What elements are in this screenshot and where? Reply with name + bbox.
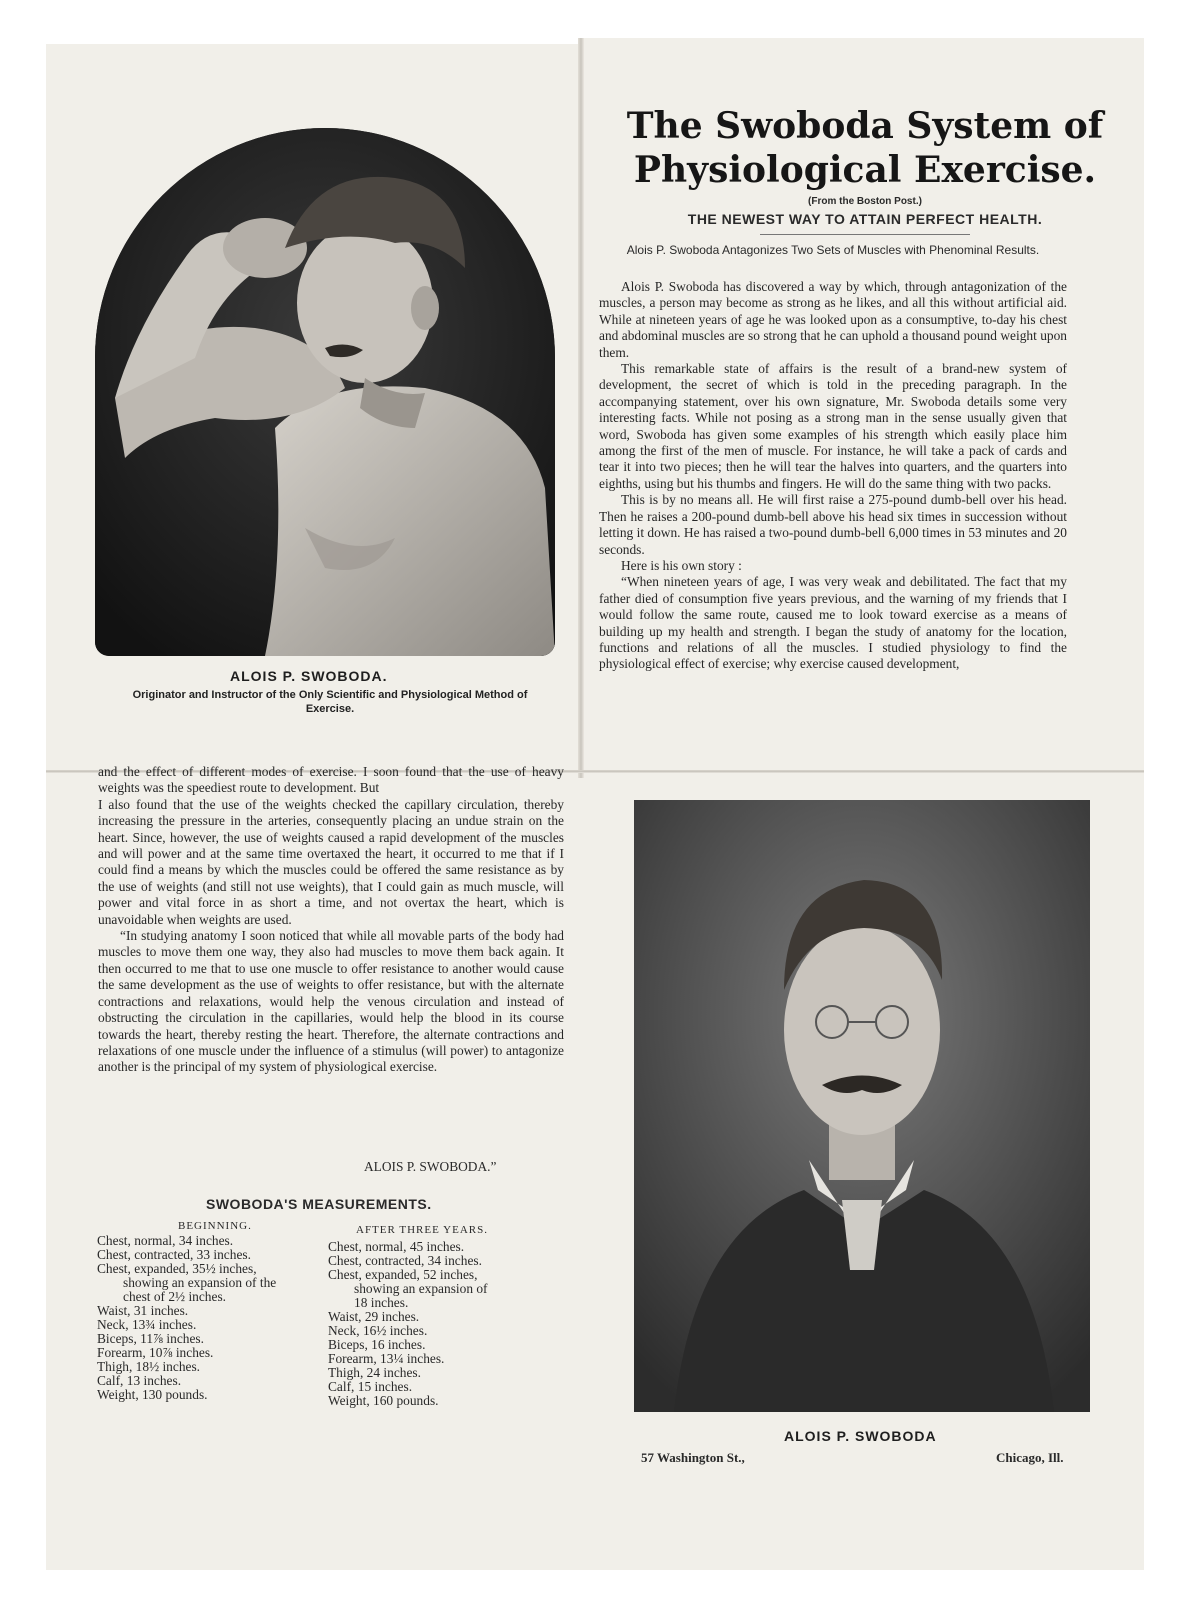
headline: THE NEWEST WAY TO ATTAIN PERFECT HEALTH. [687,211,1043,227]
list-item: showing an expansion of the [123,1275,277,1290]
paragraph [98,764,564,797]
list-item: Calf, 13 inches. [97,1373,182,1388]
list-item: Calf, 15 inches. [328,1379,413,1394]
photo2-name: ALOIS P. SWOBODA [784,1428,937,1444]
paragraph: “When nineteen years of age, I was very weak and debilitated. The fact that my father died of consumption five years previous, and the warning of my friends that I would follow the same route, caused me to look toward exercise as a means of building up my health and strength. I began the study of anatomy for the location, functions and relations of all the muscles. I studied physiology to find the physiological effect of exercise; why exercise caused development, [599,574,1067,672]
paragraph: “In studying anatomy I soon noticed that while all movable parts of the body had muscles to move them one way, they also had muscles to move them back again. It then occurred to me that to use one muscle to offer resistance to another would cause the same development as the use of weights to offer resistance, but with the alternate contractions and relaxations, would help the venous circulation and instead of obstructing the circulation in the capillaries, would help the blood in its course towards the heart, thereby resting the heart. Therefore, the alternate contractions and relaxations of one muscle under the influence of a stimulus (will power) to antagonize another is the principal of my system of physiological exercise. [98,928,564,1075]
article-left-column [98,764,564,1076]
flexing-portrait-photo [95,128,555,656]
measurements-title: SWOBODA'S MEASUREMENTS. [206,1196,432,1212]
list-item: Weight, 130 pounds. [97,1387,208,1402]
signature: ALOIS P. SWOBODA.” [364,1159,497,1174]
after-measurements-list [328,1240,568,1408]
vertical-fold-line [578,38,584,778]
list-item: showing an expansion of [354,1281,488,1296]
paragraph: I also found that the use of the weights checked the capillary circulation, thereby increasing the pressure in the arteries, consequently placing an undue strain on the heart. Since, however, the use of weights caused a rapid development of the muscles and will power and at the same time overtaxed the heart, it occurred to me that if I could find a means by which the muscles could be offered the same resistance as by the use of weights (and still not use weights), that I could gain as much muscle, will power and vital force in as short a time, and not overtax the heart, which is unavoidable when weights are used. [98,796,564,927]
paragraph: Alois P. Swoboda has discovered a way by which, through antagonization of the muscles, a person may become as strong as he likes, and all this without artificial aid. While at nineteen years of age he was looked upon as a consumptive, to-day his chest and abdominal muscles are so strong that he can uphold a thousand pound weight upon them. [599,279,1067,360]
list-item: Neck, 16½ inches. [328,1323,428,1338]
beginning-column-header: BEGINNING. [178,1220,252,1232]
article-right-column [599,279,1067,673]
title-line-1: The Swoboda System of [626,105,1104,147]
paragraph: This remarkable state of affairs is the result of a brand-new system of development, the secret of which is told in the preceding paragraph. In the accompanying statement, over his own signature, Mr. Swoboda details some very interesting facts. While not posing as a strong man in the sense usually given that word, Swoboda has given some examples of his strength which easily place him among the first of the men of muscle. For instance, he will take a pack of cards and tear it into two pieces; then he will tear the halves into quarters, and the quarters into eighths, using but his thumbs and fingers. He will do the same thing with two packs. [599,361,1067,491]
city: Chicago, Ill. [996,1450,1064,1465]
list-item: Waist, 29 inches. [328,1309,420,1324]
divider-rule [760,234,970,235]
list-item: Forearm, 13¼ inches. [328,1351,445,1366]
list-item: Chest, contracted, 34 inches. [328,1253,482,1268]
photo1-name: ALOIS P. SWOBODA. [230,668,388,684]
list-item: Forearm, 10⅞ inches. [97,1345,214,1360]
list-item: Weight, 160 pounds. [328,1393,439,1408]
list-item: Thigh, 18½ inches. [97,1359,201,1374]
list-item: Neck, 13¾ inches. [97,1317,197,1332]
subheadline: Alois P. Swoboda Antagonizes Two Sets of Muscles with Phenominal Results. [626,243,1040,257]
source-note: (From the Boston Post.) [808,196,922,207]
list-item: Biceps, 11⅞ inches. [97,1331,204,1346]
list-item: Chest, normal, 45 inches. [328,1239,465,1254]
list-item: Chest, normal, 34 inches. [97,1233,234,1248]
list-item: Biceps, 16 inches. [328,1337,426,1352]
address: 57 Washington St., [641,1450,745,1465]
list-item: chest of 2½ inches. [123,1289,227,1304]
continuation-line: and the effect of different modes of exercise. I soon found that the use of heavy weights was the speediest route to development. But [98,764,564,796]
list-item: Thigh, 24 inches. [328,1365,421,1380]
photo1-caption: Originator and Instructor of the Only Scientific and Physiological Method of Exercise. [132,689,528,715]
list-item: Chest, expanded, 52 inches, [328,1267,478,1282]
formal-portrait-photo [634,800,1090,1412]
list-item: Chest, expanded, 35½ inches, [97,1261,257,1276]
paragraph: This is by no means all. He will first raise a 275-pound dumb-bell over his head. Then he raises a 200-pound dumb-bell above his head six times in succession without letting it down. He has raised a two-pound dumb-bell 6,000 times in 53 minutes and 20 seconds. [599,492,1067,557]
list-item: 18 inches. [354,1295,409,1310]
beginning-measurements-list [97,1234,317,1402]
title-line-2: Physiological Exercise. [633,149,1097,191]
paragraph: Here is his own story : [621,557,742,573]
list-item: Chest, contracted, 33 inches. [97,1247,251,1262]
after-column-header: AFTER THREE YEARS. [356,1224,488,1236]
list-item: Waist, 31 inches. [97,1303,189,1318]
